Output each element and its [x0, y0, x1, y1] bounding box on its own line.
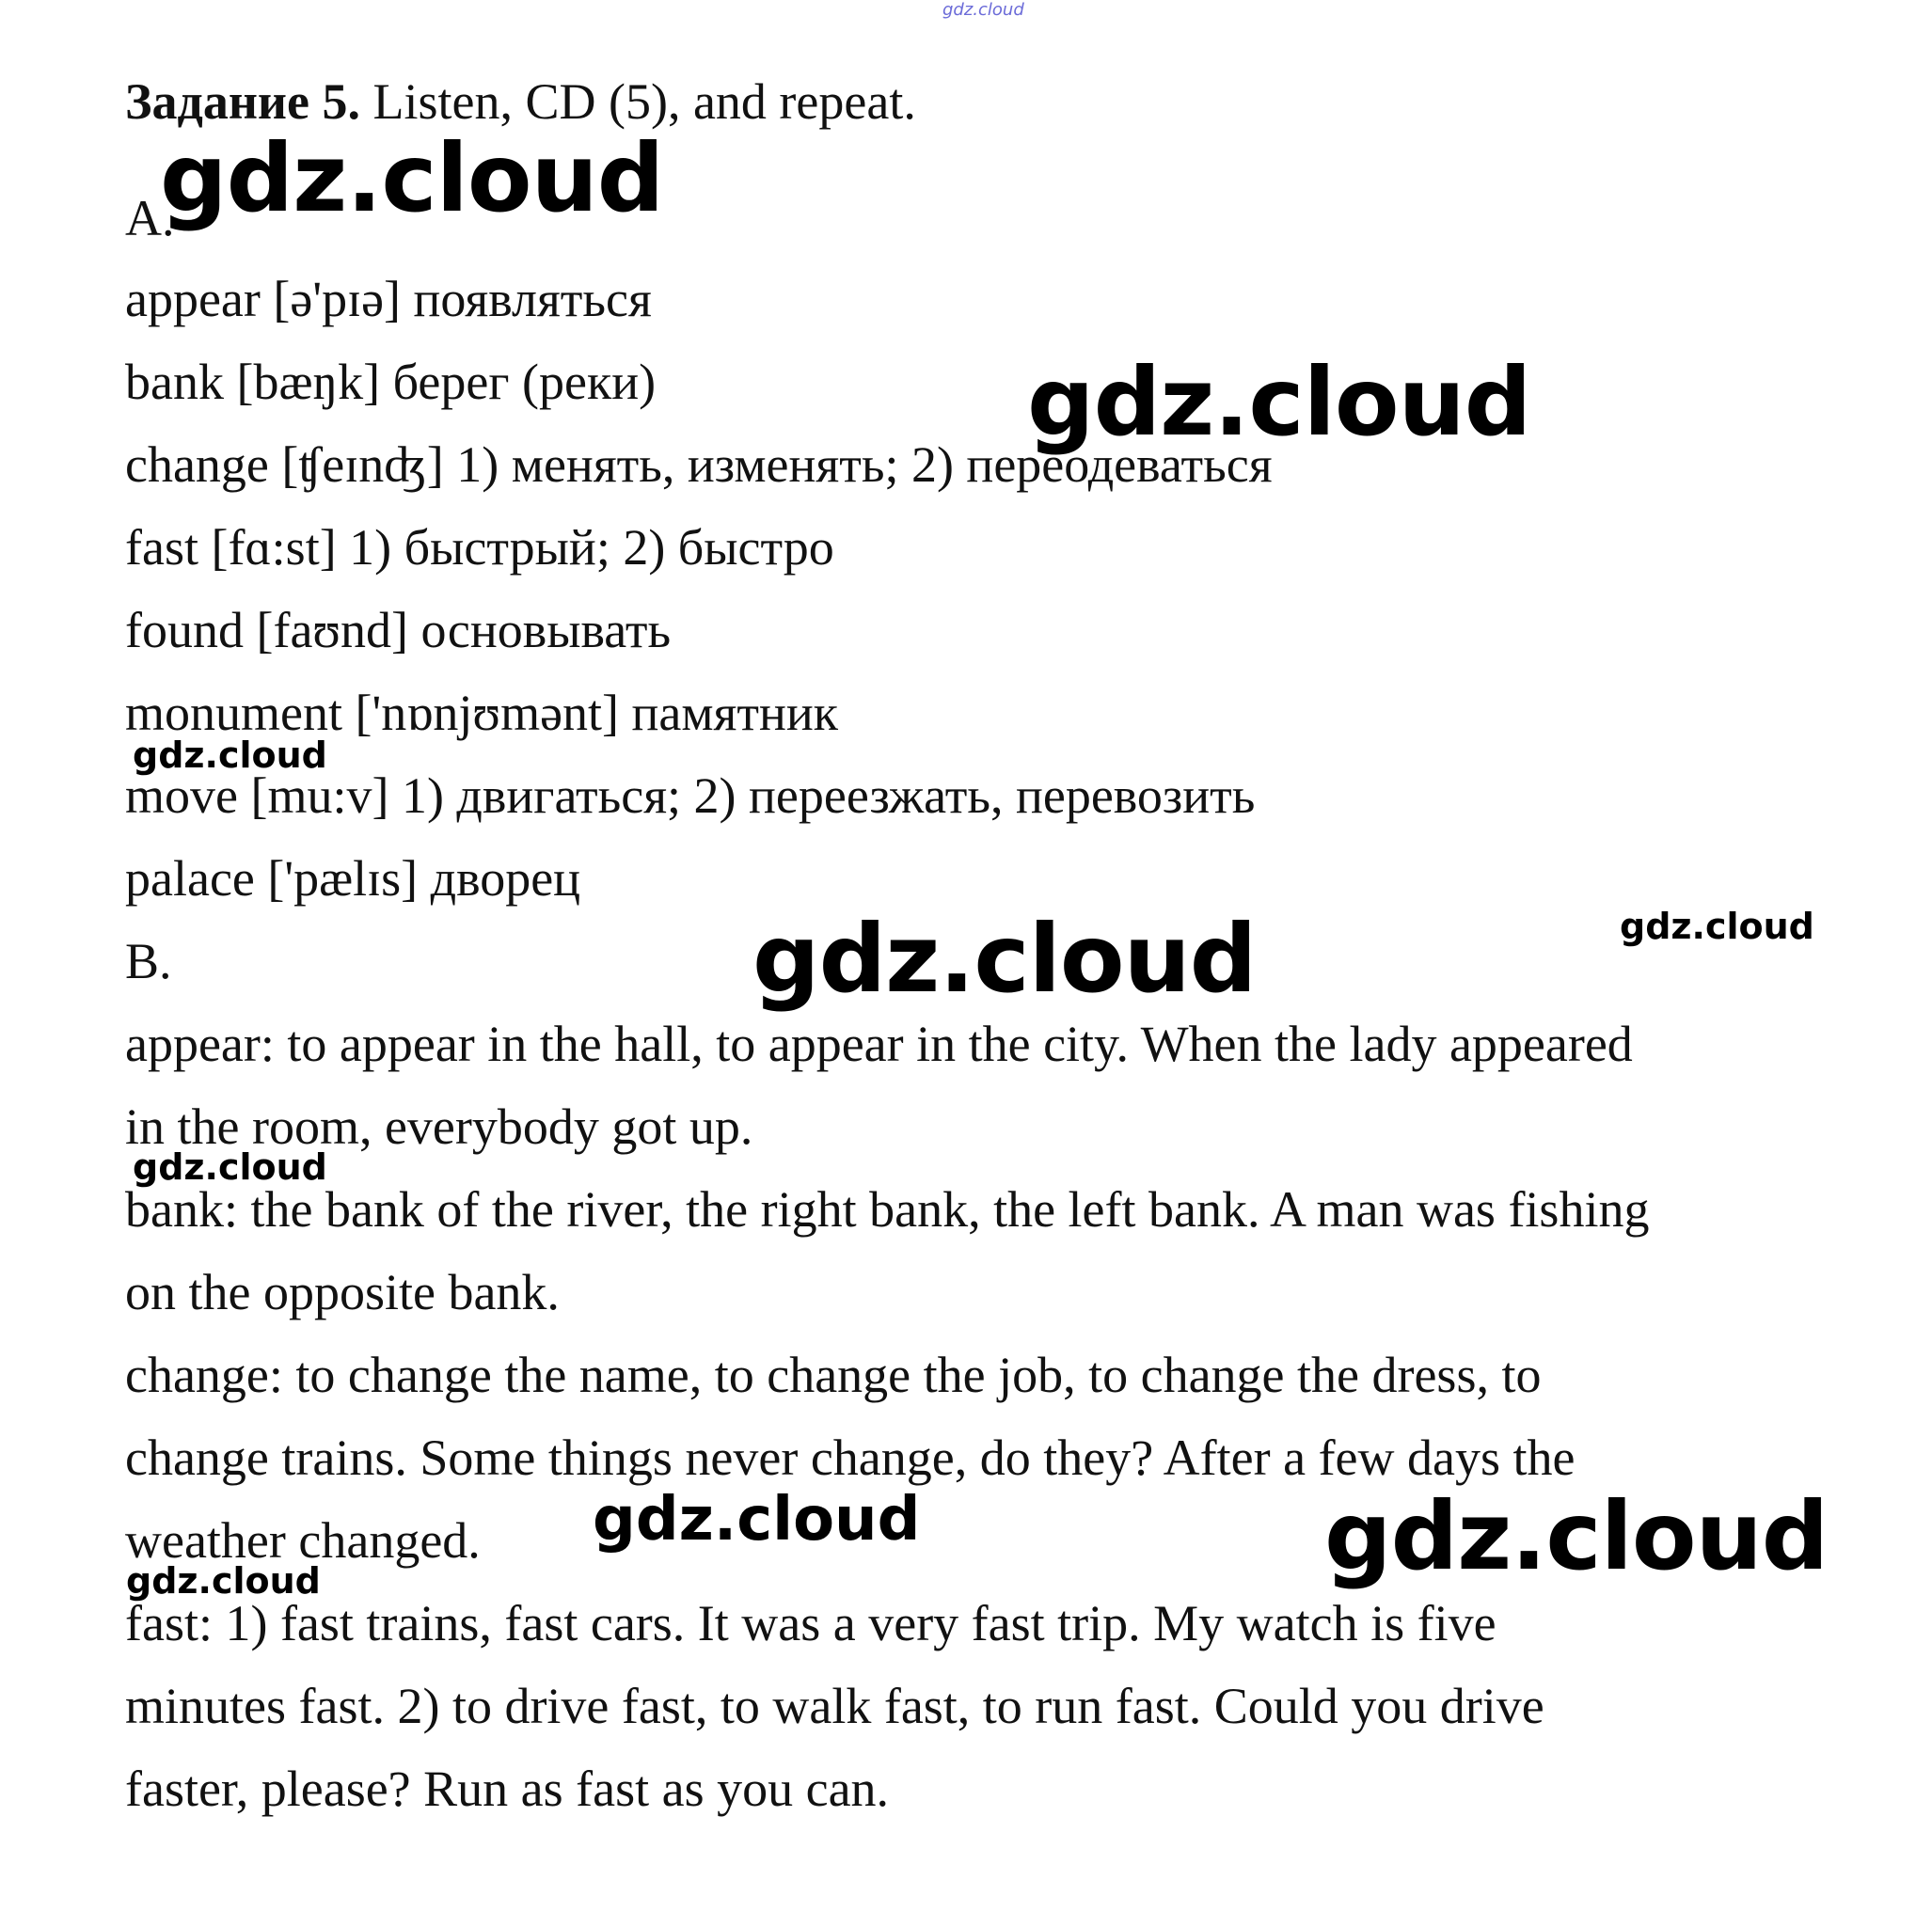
- watermark-small: gdz.cloud: [133, 1146, 327, 1188]
- vocab-entry: fast [fɑ:st] 1) быстрый; 2) быстро: [125, 519, 834, 576]
- example-line: minutes fast. 2) to drive fast, to walk fast, to run fast. Could you drive: [125, 1678, 1544, 1734]
- section-a-label: A.: [125, 190, 175, 246]
- watermark-small: gdz.cloud: [133, 734, 327, 776]
- watermark-top: gdz.cloud: [942, 0, 1024, 20]
- example-line: fast: 1) fast trains, fast cars. It was a very fast trip. My watch is five: [125, 1595, 1497, 1651]
- vocab-entry: palace ['pælɪs] дворец: [125, 850, 581, 907]
- watermark-large: gdz.cloud: [752, 904, 1257, 1014]
- example-line: weather changed.: [125, 1512, 481, 1569]
- example-line: faster, please? Run as fast as you can.: [125, 1761, 890, 1817]
- example-line: on the opposite bank.: [125, 1264, 560, 1320]
- example-line: appear: to appear in the hall, to appear in the city. When the lady appeared: [125, 1016, 1633, 1072]
- task-heading-text: Listen, CD (5), and repeat.: [360, 73, 916, 130]
- section-b-label: B.: [125, 933, 172, 989]
- watermark-large: gdz.cloud: [1027, 347, 1531, 457]
- vocab-entry: appear [ə'pɪə] появляться: [125, 271, 652, 327]
- watermark-small: gdz.cloud: [126, 1560, 321, 1602]
- vocab-entry: change [ʧeɪnʤ] 1) менять, изменять; 2) переодеваться: [125, 436, 1273, 493]
- watermark-large: gdz.cloud: [1324, 1481, 1829, 1591]
- watermark-medium: gdz.cloud: [593, 1485, 921, 1555]
- task-heading-label: Задание 5.: [125, 73, 361, 130]
- vocab-entry: move [mu:v] 1) двигаться; 2) переезжать, перевозить: [125, 767, 1256, 824]
- vocab-entry: monument ['nɒnjʊmənt] памятник: [125, 685, 839, 741]
- watermark-large: gdz.cloud: [160, 123, 664, 233]
- watermark-small: gdz.cloud: [1620, 906, 1814, 947]
- example-line: in the room, everybody got up.: [125, 1098, 753, 1155]
- vocab-entry: bank [bæŋk] берег (реки): [125, 354, 657, 410]
- example-line: change: to change the name, to change the job, to change the dress, to: [125, 1347, 1542, 1403]
- example-line: change trains. Some things never change, do they? After a few days the: [125, 1429, 1576, 1486]
- vocab-entry: found [faʊnd] основывать: [125, 602, 672, 658]
- example-line: bank: the bank of the river, the right bank, the left bank. A man was fishing: [125, 1181, 1650, 1238]
